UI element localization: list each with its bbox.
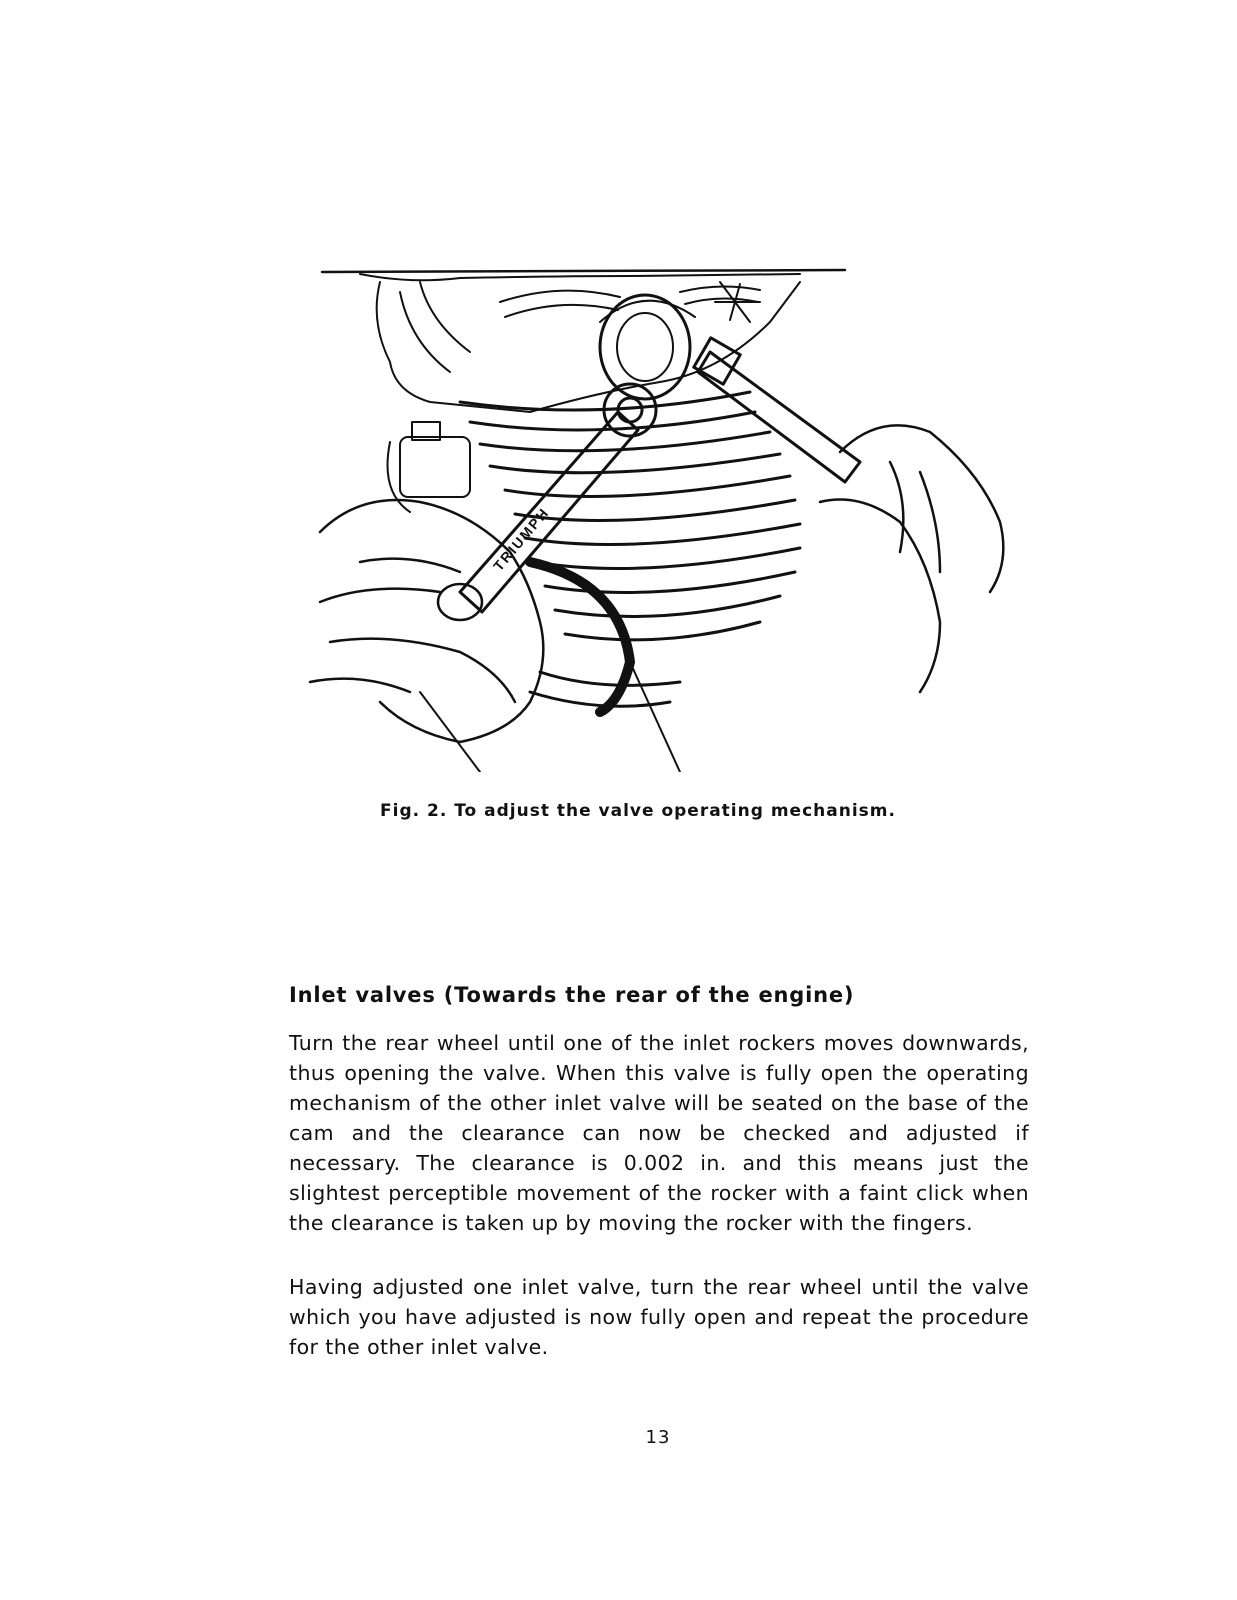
right-hand [820,425,1003,692]
carburettor [400,437,470,497]
paragraph-1: Turn the rear wheel until one of the inlet rockers moves downwards, thus opening the valve. When this valve is fully open the operating mechanism of the other inlet valve will be seated on the base of the cam and the clearance can now be checked and adjusted if necessary. The clearance is 0.002 in. and this means just the slightest perceptible movement of the rocker with a faint click when the clearance is taken up by moving the rocker with the fingers. [289,1031,1029,1235]
figure-caption: Fig. 2. To adjust the valve operating mechanism. [380,801,896,821]
triumph-spanner [460,384,656,612]
tank-edge-line [322,270,845,272]
paragraph-2: Having adjusted one inlet valve, turn the rear wheel until the valve which you have adjusted is now fully open and repeat the procedure for the other inlet valve. [289,1275,1029,1359]
valve-adjustment-illustration [300,262,1020,772]
svg-text:TRIUMPH: TRIUMPH [490,504,553,574]
feeler-gauge [694,338,860,482]
page-number: 13 [645,1427,671,1448]
section-heading: Inlet valves (Towards the rear of the engine) [289,983,855,1007]
